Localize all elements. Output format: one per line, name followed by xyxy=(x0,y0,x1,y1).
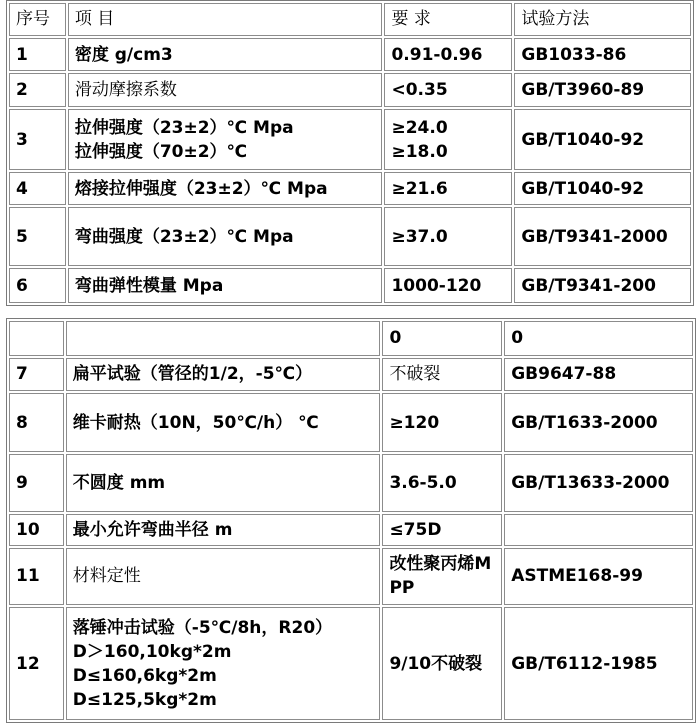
requirement-line: 不破裂 xyxy=(389,364,441,385)
header-no: 序号 xyxy=(9,3,66,36)
requirement-line: ≥21.6 xyxy=(391,178,448,199)
row-item xyxy=(66,514,381,546)
row-no: 3 xyxy=(9,109,66,170)
row-requirement xyxy=(384,109,512,170)
item-line: 弯曲强度（23±2）℃ Mpa xyxy=(74,226,294,247)
requirement-line: <0.35 xyxy=(391,80,448,101)
row-requirement xyxy=(382,514,502,546)
item-line: 熔接拉伸强度（23±2）℃ Mpa xyxy=(74,178,328,199)
row-method: GB1033-86 xyxy=(514,38,691,72)
row-requirement xyxy=(382,454,502,511)
row-method: ASTME168-99 xyxy=(504,548,693,605)
header-no xyxy=(9,321,64,356)
row-item xyxy=(66,607,381,720)
row-method: GB/T9341-200 xyxy=(514,268,691,303)
header-test-method: 0 xyxy=(504,321,693,356)
table-row xyxy=(9,548,693,605)
item-line: 拉伸强度（70±2）℃ xyxy=(74,141,248,162)
row-item xyxy=(68,268,383,303)
row-item xyxy=(68,109,383,170)
table-row xyxy=(9,393,693,453)
spec-table-2 xyxy=(7,319,695,722)
row-method: GB/T13633-2000 xyxy=(504,454,693,511)
table-row xyxy=(9,607,693,720)
header-item xyxy=(66,321,381,356)
row-method: GB/T3960-89 xyxy=(514,73,691,107)
row-method xyxy=(504,514,693,546)
row-method: GB/T1040-92 xyxy=(514,172,691,205)
item-line: 拉伸强度（23±2）℃ Mpa xyxy=(74,117,294,138)
requirement-line: ≥120 xyxy=(389,412,440,433)
requirement-line: ≥24.0 xyxy=(391,117,448,138)
item-line: D＞160,10kg*2m xyxy=(72,641,232,662)
row-no: 5 xyxy=(9,207,66,266)
row-method: GB/T1633-2000 xyxy=(504,393,693,453)
item-line: D≤125,5kg*2m xyxy=(72,689,217,710)
table-row xyxy=(9,358,693,391)
row-item xyxy=(68,207,383,266)
row-no: 6 xyxy=(9,268,66,303)
row-item xyxy=(66,548,381,605)
row-no: 10 xyxy=(9,514,64,546)
row-item xyxy=(66,454,381,511)
table-header-row xyxy=(9,3,691,36)
row-requirement xyxy=(384,38,512,72)
requirement-line: 0.91-0.96 xyxy=(391,44,483,65)
row-no: 7 xyxy=(9,358,64,391)
row-no: 9 xyxy=(9,454,64,511)
item-line: 密度 g/cm3 xyxy=(74,44,173,65)
header-test-method: 试验方法 xyxy=(514,3,691,36)
row-requirement xyxy=(384,73,512,107)
table-row xyxy=(9,109,691,170)
row-method: GB/T9341-2000 xyxy=(514,207,691,266)
row-requirement xyxy=(384,172,512,205)
row-method: GB/T6112-1985 xyxy=(504,607,693,720)
table-row xyxy=(9,73,691,107)
table-row xyxy=(9,172,691,205)
row-no: 12 xyxy=(9,607,64,720)
row-item xyxy=(68,38,383,72)
row-method: GB9647-88 xyxy=(504,358,693,391)
row-no: 4 xyxy=(9,172,66,205)
header-requirement: 要 求 xyxy=(384,3,512,36)
row-no: 2 xyxy=(9,73,66,107)
table-row xyxy=(9,268,691,303)
table-row xyxy=(9,454,693,511)
row-item xyxy=(66,393,381,453)
table-row xyxy=(9,38,691,72)
item-line: 维卡耐热（10N，50℃/h） ℃ xyxy=(72,412,319,433)
requirement-line: ≤75D xyxy=(389,519,442,540)
row-no: 11 xyxy=(9,548,64,605)
item-line: 不圆度 mm xyxy=(72,473,166,493)
requirement-line: ≥18.0 xyxy=(391,141,448,162)
item-line: 滑动摩擦系数 xyxy=(74,80,177,101)
row-requirement xyxy=(382,607,502,720)
row-item xyxy=(66,358,381,391)
spec-table-1 xyxy=(7,1,693,305)
requirement-line: ≥37.0 xyxy=(391,226,448,247)
row-item xyxy=(68,172,383,205)
spec-table-1-panel xyxy=(6,0,694,306)
item-line: D≤160,6kg*2m xyxy=(72,665,217,686)
row-requirement xyxy=(384,268,512,303)
requirement-line: 改性聚丙烯MPP xyxy=(389,554,492,599)
spec-table-2-panel xyxy=(6,318,696,723)
requirement-line: 9/10不破裂 xyxy=(389,653,483,674)
table-row xyxy=(9,207,691,266)
row-no: 1 xyxy=(9,38,66,72)
header-requirement: 0 xyxy=(382,321,502,356)
requirement-line: 1000-120 xyxy=(391,275,482,296)
table-row xyxy=(9,514,693,546)
item-line: 落锤冲击试验（-5℃/8h，R20） xyxy=(72,617,333,638)
item-line: 弯曲弹性模量 Mpa xyxy=(74,275,224,296)
row-requirement xyxy=(382,548,502,605)
row-item xyxy=(68,73,383,107)
header-item: 项 目 xyxy=(68,3,383,36)
row-no: 8 xyxy=(9,393,64,453)
item-line: 扁平试验（管径的1/2，-5℃） xyxy=(72,364,313,385)
row-method: GB/T1040-92 xyxy=(514,109,691,170)
row-requirement xyxy=(384,207,512,266)
requirement-line: 3.6-5.0 xyxy=(389,473,457,493)
item-line: 最小允许弯曲半径 m xyxy=(72,519,233,540)
table-header-row xyxy=(9,321,693,356)
item-line: 材料定性 xyxy=(72,566,141,587)
row-requirement xyxy=(382,393,502,453)
row-requirement xyxy=(382,358,502,391)
